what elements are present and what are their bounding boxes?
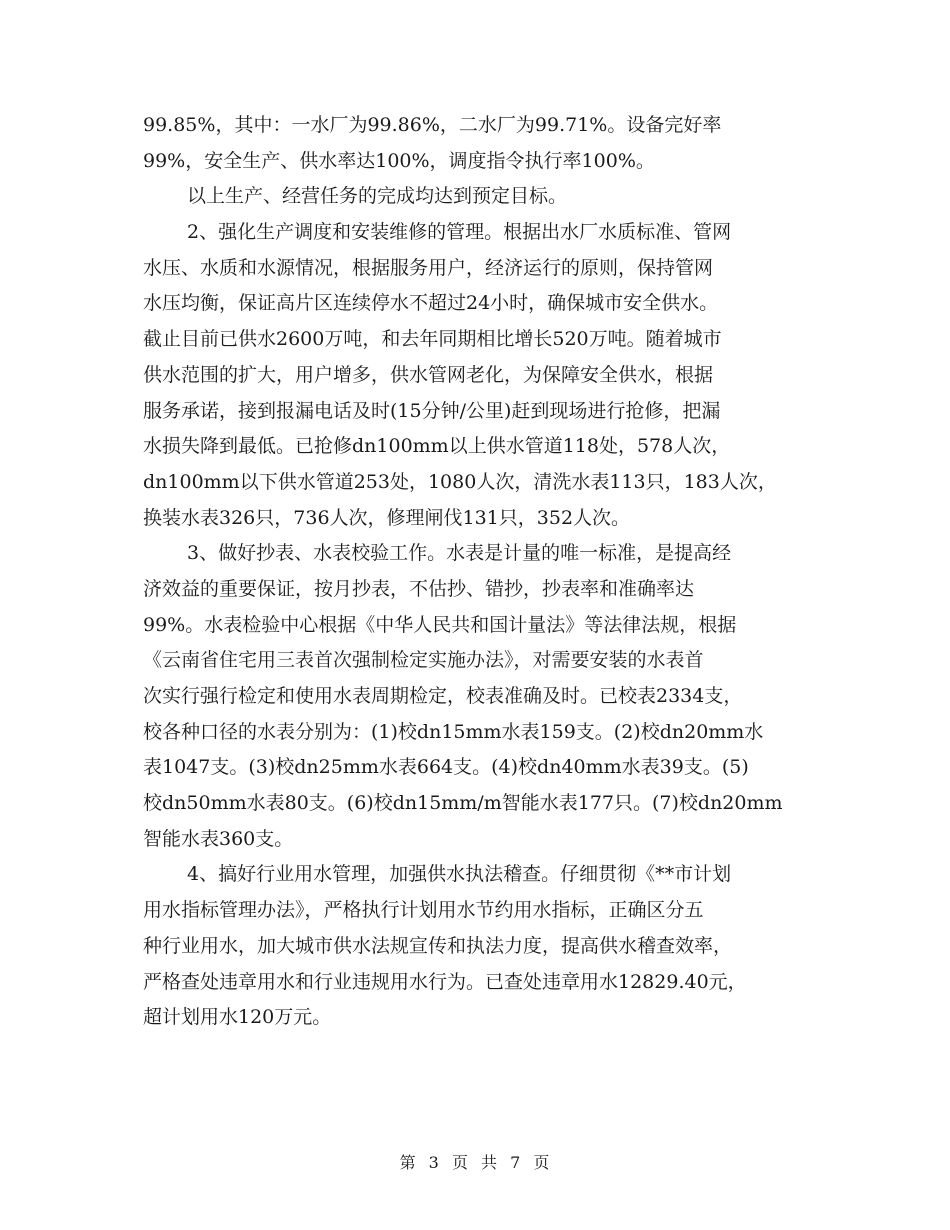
text-line: 水压均衡，保证高片区连续停水不超过24小时，确保城市安全供水。 xyxy=(143,292,719,315)
text-line: 99.85%，其中：一水厂为99.86%，二水厂为99.71%。设备完好率 xyxy=(143,114,722,136)
text-line: 严格查处违章用水和行业违规用水行为。已查处违章用水12829.40元， xyxy=(143,970,747,993)
document-body xyxy=(143,108,813,1036)
text-line: 超计划用水120万元。 xyxy=(143,1006,332,1029)
text-line: 以上生产、经营任务的完成均达到预定目标。 xyxy=(187,185,568,208)
paragraph xyxy=(143,857,813,1035)
text-line: 济效益的重要保证，按月抄表，不估抄、错抄，抄表率和准确率达 xyxy=(143,577,695,600)
text-line: dn100mm以下供水管道253处，1080人次，清洗水表113只，183人次， xyxy=(143,470,777,493)
text-line: 99%。水表检验中心根据《中华人民共和国计量法》等法律法规，根据 xyxy=(143,613,737,636)
text-line: 校各种口径的水表分别为：(1)校dn15mm水表159支。(2)校dn20mm水 xyxy=(143,720,764,743)
text-line: 服务承诺，接到报漏电话及时(15分钟/公里)赶到现场进行抢修，把漏 xyxy=(143,399,721,422)
text-line: 水压、水质和水源情况，根据服务用户，经济运行的原则，保持管网 xyxy=(143,256,714,279)
text-line: 《云南省住宅用三表首次强制检定实施办法》，对需要安装的水表首 xyxy=(143,649,704,672)
paragraph xyxy=(143,215,813,536)
paragraph xyxy=(143,536,813,857)
text-line: 3、做好抄表、水表校验工作。水表是计量的唯一标准，是提高经 xyxy=(187,542,732,565)
text-line: 99%，安全生产、供水率达100%，调度指令执行率100%。 xyxy=(143,149,655,172)
text-line: 用水指标管理办法》，严格执行计划用水节约用水指标，正确区分五 xyxy=(143,899,704,922)
page-number-footer: 第 3 页 共 7 页 xyxy=(399,1153,551,1172)
text-line: 4、搞好行业用水管理，加强供水执法稽查。仔细贯彻《**市计划 xyxy=(187,863,732,886)
text-line: 水损失降到最低。已抢修dn100mm以上供水管道118处，578人次， xyxy=(143,435,731,458)
text-line: 次实行强行检定和使用水表周期检定，校表准确及时。已校表2334支， xyxy=(143,685,743,707)
text-line: 表1047支。(3)校dn25mm水表664支。(4)校dn40mm水表39支。(5) xyxy=(143,756,749,779)
text-line: 2、强化生产调度和安装维修的管理。根据出水厂水质标准、管网 xyxy=(187,221,732,244)
paragraph xyxy=(143,179,813,215)
text-line: 截止目前已供水2600万吨，和去年同期相比增长520万吨。随着城市 xyxy=(143,328,722,351)
text-line: 校dn50mm水表80支。(6)校dn15mm/m智能水表177只。(7)校dn20mm xyxy=(143,792,783,815)
paragraph xyxy=(143,108,813,179)
text-line: 换装水表326只，736人次，修理闸伐131只，352人次。 xyxy=(143,506,631,529)
text-line: 供水范围的扩大，用户增多，供水管网老化，为保障安全供水，根据 xyxy=(143,363,714,386)
text-line: 智能水表360支。 xyxy=(143,827,294,850)
text-line: 种行业用水，加大城市供水法规宣传和执法力度，提高供水稽查效率， xyxy=(143,934,733,957)
